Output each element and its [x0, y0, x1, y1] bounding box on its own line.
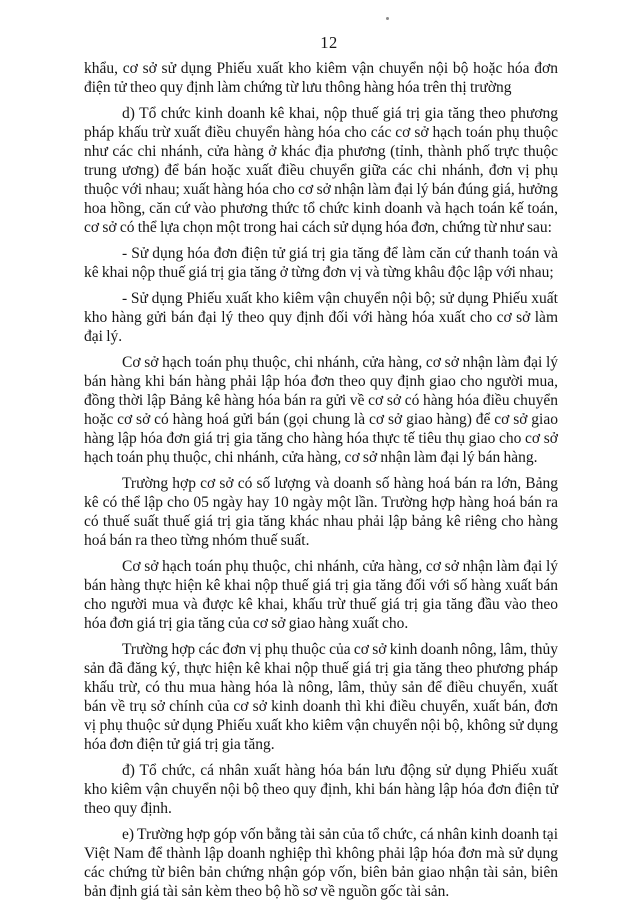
- paragraph: Trường hợp các đơn vị phụ thuộc của cơ sở kinh doanh nông, lâm, thủy sản đã đăng ký, thực hiện kê khai nộp thuế giá trị gia tăng theo phương pháp khấu trừ, có thu mua hàng hóa là nông, lâm, thủy sản để điều chuyển, xuất bán về trụ sở chính của cơ sở kinh doanh thì khi điều chuyển, xuất bán, đơn vị phụ thuộc sử dụng Phiếu xuất kho kiêm vận chuyển nội bộ, không sử dụng hóa đơn điện tử giá trị gia tăng.: [84, 641, 558, 753]
- paragraph: Cơ sở hạch toán phụ thuộc, chi nhánh, cửa hàng, cơ sở nhận làm đại lý bán hàng thực hiện kê khai nộp thuế giá trị gia tăng đối với số hàng xuất bán cho người mua và được kê khai, khấu trừ thuế giá trị gia tăng đầu vào theo hóa đơn giá trị gia tăng của cơ sở giao hàng xuất cho.: [84, 558, 558, 632]
- paragraph-point-d: d) Tổ chức kinh doanh kê khai, nộp thuế giá trị gia tăng theo phương pháp khấu trừ xuất điều chuyển hàng hóa cho các cơ sở hạch toán phụ thuộc như các chi nhánh, cửa hàng ở khác địa phương (tỉnh, thành phố trực thuộc trung ương) để bán hoặc xuất điều chuyển giữa các chi nhánh, đơn vị phụ thuộc với nhau; xuất hàng hóa cho cơ sở nhận làm đại lý bán đúng giá, hưởng hoa hồng, căn cứ vào phương thức tổ chức kinh doanh và hạch toán kế toán, cơ sở có thể lựa chọn một trong hai cách sử dụng hóa đơn, chứng từ như sau:: [84, 105, 558, 236]
- scan-speck: [386, 17, 389, 20]
- document-body: [84, 59, 558, 905]
- paragraph-bullet-1: - Sử dụng hóa đơn điện tử giá trị gia tăng để làm căn cứ thanh toán và kê khai nộp thuế giá trị gia tăng ở từng đơn vị và từng khâu độc lập với nhau;: [84, 245, 558, 281]
- page-number: 12: [320, 33, 338, 52]
- paragraph-point-dd: đ) Tổ chức, cá nhân xuất hàng hóa bán lưu động sử dụng Phiếu xuất kho kiêm vận chuyển nội bộ theo quy định, khi bán hàng lập hóa đơn điện tử theo quy định.: [84, 762, 558, 817]
- paragraph: Cơ sở hạch toán phụ thuộc, chi nhánh, cửa hàng, cơ sở nhận làm đại lý bán hàng khi bán hàng phải lập hóa đơn theo quy định giao cho người mua, đồng thời lập Bảng kê hàng hóa bán ra gửi về cơ sở có hàng hóa điều chuyển hoặc cơ sở có hàng hoá gửi bán (gọi chung là cơ sở giao hàng) để cơ sở giao hàng lập hóa đơn giá trị gia tăng cho hàng hóa thực tế tiêu thụ giao cho cơ sở hạch toán phụ thuộc, chi nhánh, cửa hàng, cơ sở nhận làm đại lý bán hàng.: [84, 354, 558, 466]
- paragraph-bullet-2: - Sử dụng Phiếu xuất kho kiêm vận chuyển nội bộ; sử dụng Phiếu xuất kho hàng gửi bán đại lý theo quy định đối với hàng hóa xuất cho cơ sở làm đại lý.: [84, 290, 558, 345]
- paragraph: Trường hợp cơ sở có số lượng và doanh số hàng hoá bán ra lớn, Bảng kê có thể lập cho 05 ngày hay 10 ngày một lần. Trường hợp hàng hoá bán ra có thuế suất thuế giá trị gia tăng khác nhau phải lập bảng kê riêng cho hàng hoá bán ra theo từng nhóm thuế suất.: [84, 475, 558, 549]
- paragraph-point-e: e) Trường hợp góp vốn bằng tài sản của tổ chức, cá nhân kinh doanh tại Việt Nam để thành lập doanh nghiệp thì không phải lập hóa đơn mà sử dụng các chứng từ biên bản chứng nhận góp vốn, biên bản giao nhận tài sản, biên bản định giá tài sản kèm theo bộ hồ sơ về nguồn gốc tài sản.: [84, 826, 558, 900]
- paragraph-continuation: khẩu, cơ sở sử dụng Phiếu xuất kho kiêm vận chuyển nội bộ hoặc hóa đơn điện tử theo quy định làm chứng từ lưu thông hàng hóa trên thị trường: [84, 60, 558, 96]
